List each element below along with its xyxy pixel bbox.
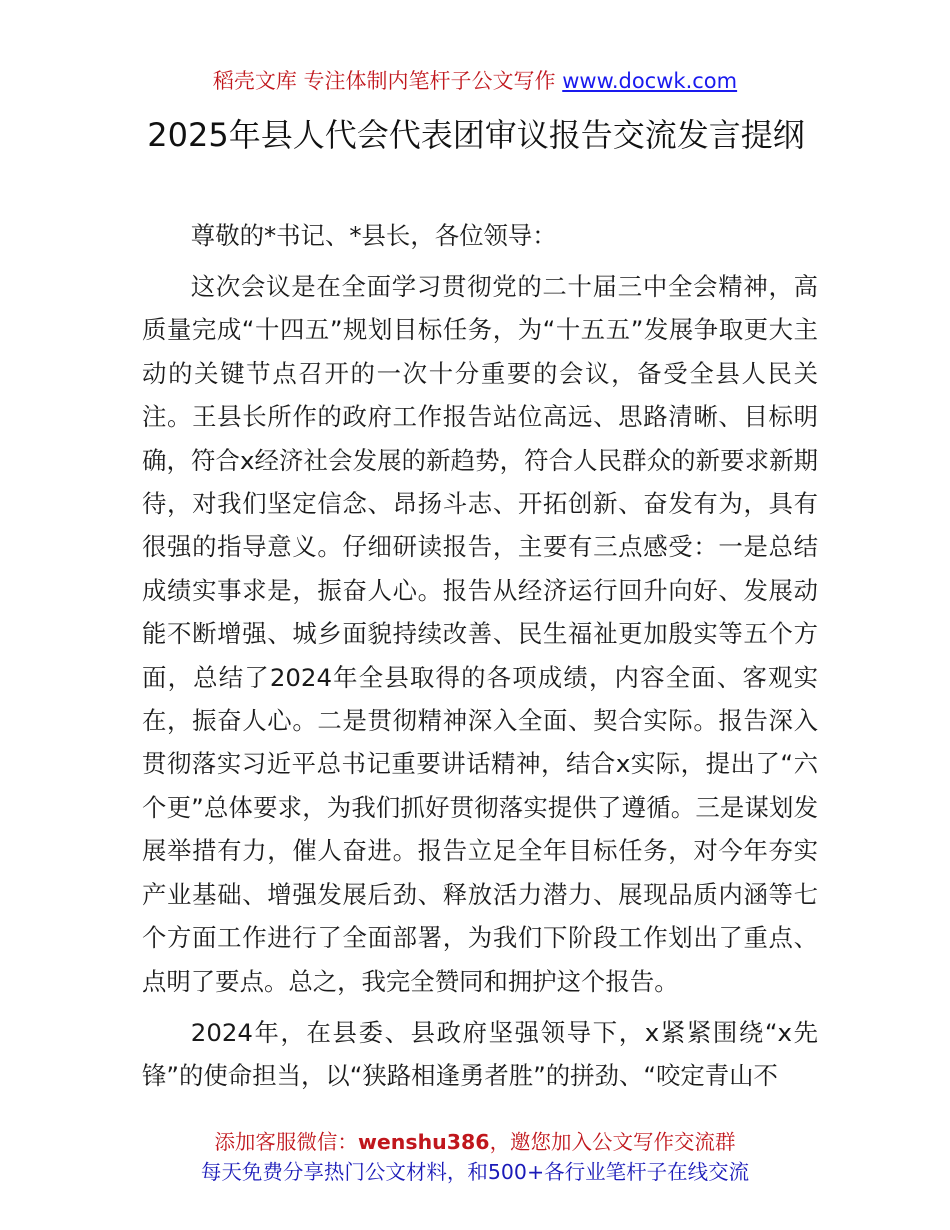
page-header (0, 66, 950, 96)
body-paragraph: 2024年，在县委、县政府坚强领导下，x紧紧围绕“x先锋”的使命担当，以“狭路相逢勇者胜”的拼劲、“咬定青山不 (142, 1017, 818, 1090)
promo-line-share: 每天免费分享热门公文材料，和500+各行业笔杆子在线交流 (200, 1160, 750, 1184)
document-body (142, 214, 818, 1134)
brand-slogan: 稻壳文库 专注体制内笔杆子公文写作 (212, 69, 563, 93)
wechat-id: wenshu386 (357, 1130, 490, 1154)
body-paragraph-clip (142, 1011, 818, 1134)
promo-footer (0, 1127, 950, 1187)
promo-prefix: 添加客服微信： (214, 1130, 358, 1154)
salutation: 尊敬的*书记、*县长，各位领导： (190, 221, 557, 250)
promo-suffix: ，邀您加入公文写作交流群 (489, 1130, 736, 1154)
site-link[interactable]: www.docwk.com (562, 69, 738, 93)
document-title: 2025年县人代会代表团审议报告交流发言提纲 (147, 116, 805, 154)
promo-line-wechat (0, 1127, 950, 1157)
body-paragraph: 这次会议是在全面学习贯彻党的二十届三中全会精神，高质量完成“十四五”规划目标任务，为“十五五”发展争取更大主动的关键节点召开的一次十分重要的会议，备受全县人民关注。王县长所作的政府工作报告站位高远、思路清晰、目标明确，符合x经济社会发展的新趋势，符合人民群众的新要求新期待，对我们坚定信念、昂扬斗志、开拓创新、奋发有为，具有很强的指导意义。仔细研读报告，主要有三点感受：一是总结成绩实事求是，振奋人心。报告从经济运行回升向好、发展动能不断增强、城乡面貌持续改善、民生福祉更加殷实等五个方面，总结了2024年全县取得的各项成绩，内容全面、客观实在，振奋人心。二是贯彻精神深入全面、契合实际。报告深入贯彻落实习近平总书记重要讲话精神，结合x实际，提出了“六个更”总体要求，为我们抓好贯彻落实提供了遵循。三是谋划发展举措有力，催人奋进。报告立足全年目标任务，对今年夯实产业基础、增强发展后劲、释放活力潜力、展现品质内涵等七个方面工作进行了全面部署，为我们下阶段工作划出了重点、点明了要点。总之，我完全赞同和拥护这个报告。 (142, 272, 818, 996)
